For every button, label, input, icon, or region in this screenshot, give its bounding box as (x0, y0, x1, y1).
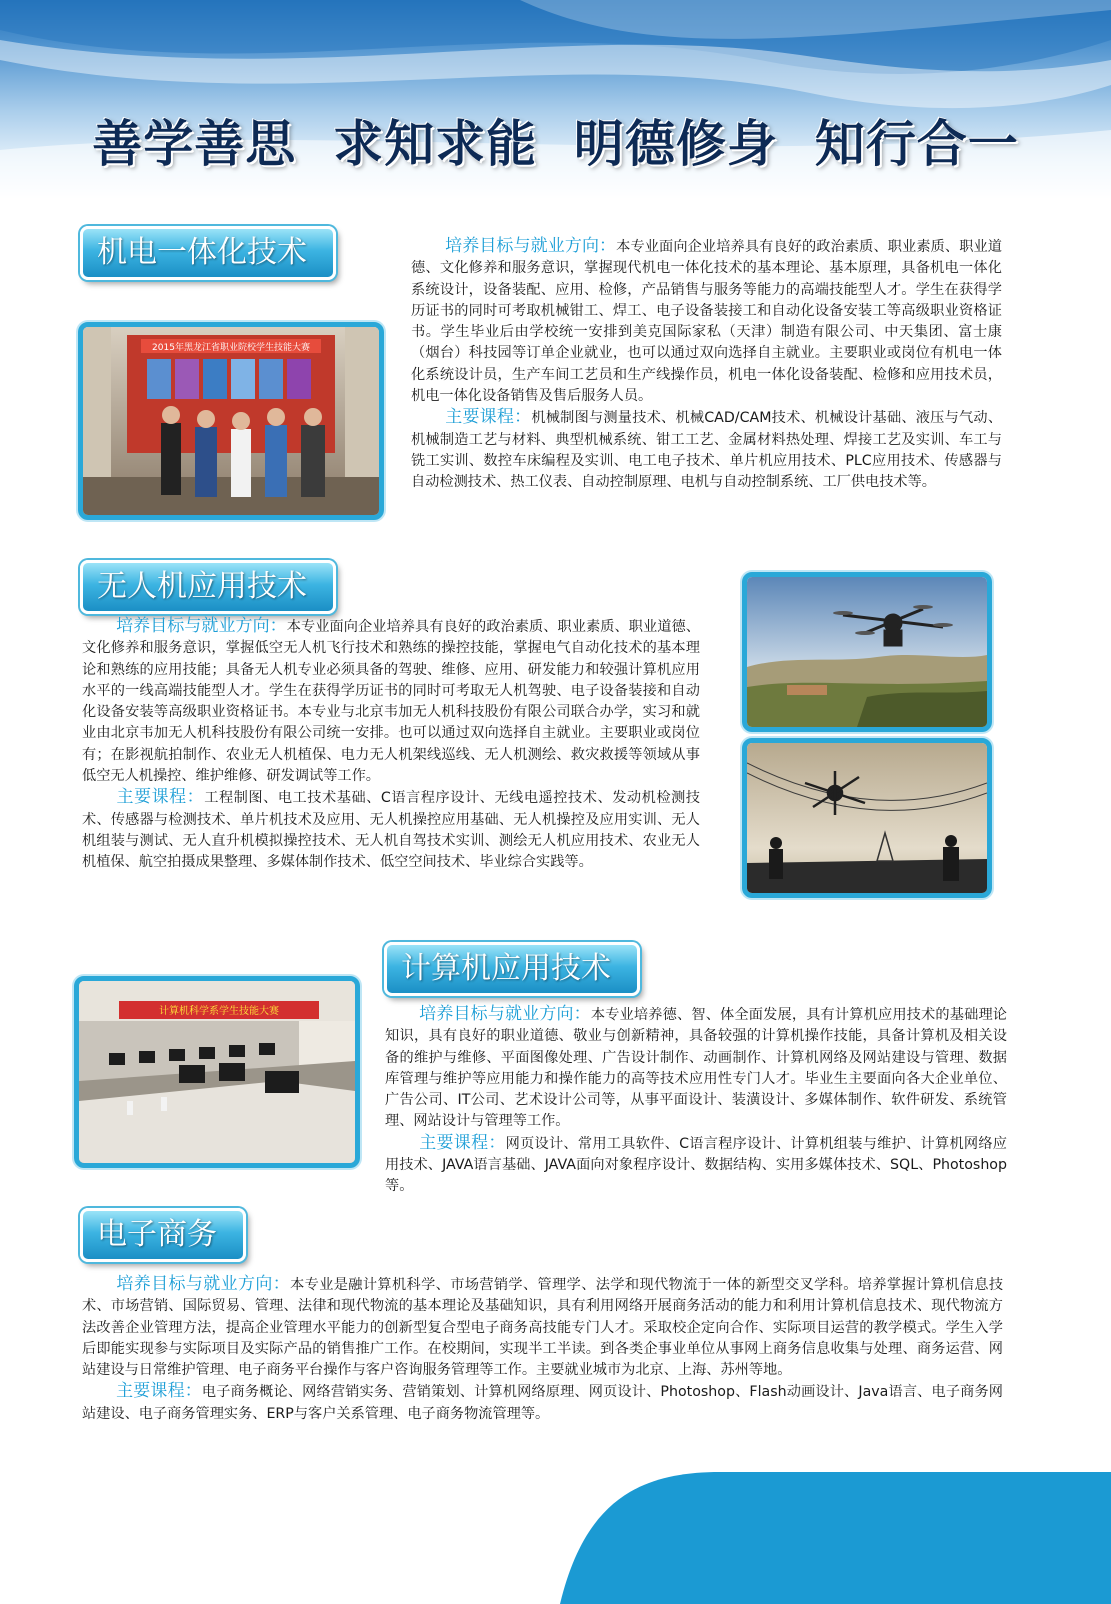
goal-label: 培养目标与就业方向： (445, 236, 617, 256)
course-label: 主要课程： (445, 407, 532, 428)
footer-wave-graphic (0, 1460, 1111, 1604)
photo-drone-powerline (742, 738, 992, 898)
drone-description (82, 616, 700, 874)
goal-text: 本专业是融计算机科学、市场营销学、管理学、法学和现代物流于一体的新型交叉学科。培养掌握计算机信息技术、市场营销、国际贸易、管理、法律和现代物流的基本理论及基础知识，具有利用网络开展商务活动的能力和利用计算机信息技术、现代物流方法改善企业管理方法，提高企业管理水平能力的创新型复合型电子商务高技能专门人才。采取校企定向合作、实际项目运营的教学模式。学生入学后即能实现参与实际项目及实际产品的销售推广工作。在校期间，实现半工半读。到各类企事业单位从事网上商务信息收集与处理、商务运营、网站建设与日常维护管理、电子商务平台操作与客户咨询服务管理等工作。主要就业城市为北京、上海、苏州等地。 (82, 1277, 1004, 1379)
section-title-mechatronics: 机电一体化技术 (80, 226, 336, 280)
course-label: 主要课程： (116, 787, 205, 808)
goal-label: 培养目标与就业方向： (116, 616, 287, 636)
lab-banner-text: 计算机科学系学生技能大赛 (159, 1006, 279, 1017)
photo-mechatronics-students (78, 322, 384, 520)
ecommerce-description (82, 1274, 1003, 1425)
goal-text: 本专业面向企业培养具有良好的政治素质、职业素质、职业道德、文化修养和服务意识，掌握现代机电一体化技术的基本理论、基本原理，具备机电一体化系统设计，设备装配、应用、检修，产品销售与服务等能力的高端技能型人才。学生在获得学历证书的同时可考取机械钳工、焊工、电子设备装接工和自动化设备安装工等高级职业资格证书。学生毕业后由学校统一安排到美克国际家私（天津）制造有限公司、中天集团、富士康（烟台）科技园等订单企业就业，也可以通过双向选择自主就业。主要职业或岗位有机电一体化系统设计员，生产车间工艺员和生产线操作员，机电一体化设备装配、检修和应用技术员，机电一体化设备销售及售后服务人员。 (411, 239, 1002, 405)
course-label: 主要课程： (419, 1132, 506, 1153)
section-title-ecommerce: 电子商务 (80, 1208, 246, 1262)
section-title-computer: 计算机应用技术 (384, 942, 640, 996)
photo-banner-text: 2015年黑龙江省职业院校学生技能大赛 (152, 343, 310, 353)
slogan-heading: 善学善思 求知求能 明德修身 知行合一 (92, 114, 1019, 173)
course-label: 主要课程： (116, 1381, 202, 1402)
computer-lab-image (79, 981, 355, 1163)
students-photo-image (83, 327, 379, 515)
course-text: 机械制图与测量技术、机械CAD/CAM技术、机械设计基础、液压与气动、机械制造工艺与材料、典型机械系统、钳工工艺、金属材料热处理、焊接工艺及实训、车工与铣工实训、数控车床编程及实训、电工电子技术、单片机应用技术、PLC应用技术、传感器与自动检测技术、热工仪表、自动控制原理、电机与自动控制系统、工厂供电技术等。 (411, 410, 1003, 491)
mechatronics-description (411, 236, 1002, 494)
goal-text: 本专业面向企业培养具有良好的政治素质、职业素质、职业道德、文化修养和服务意识，掌握低空无人机飞行技术和熟练的操控技能，掌握电气自动化技术的基本理论和熟练的应用技能；具备无人机专业必须具备的驾驶、维修、应用、研发能力和较强计算机应用水平的一线高端技能型人才。学生在获得学历证书的同时可考取无人机驾驶、电子设备装接和自动化设备安装等高级职业资格证书。本专业与北京韦加无人机科技股份有限公司联合办学，实习和就业由北京韦加无人机科技股份有限公司统一安排。也可以通过双向选择自主就业。主要职业或岗位有；在影视航拍制作、农业无人机植保、电力无人机架线巡线、无人机测绘、救灾救援等领域从事低空无人机操控、维护维修、研发调试等工作。 (82, 619, 700, 785)
course-text: 工程制图、电工技术基础、C语言程序设计、无线电遥控技术、发动机检测技术、传感器与检测技术、单片机技术及应用、无人机操控应用基础、无人机操控及应用实训、无人机组装与测试、无人直升机模拟操控技术、无人机自驾技术实训、测绘无人机应用技术、农业无人机植保、航空拍摄成果整理、多媒体制作技术、低空空间技术、毕业综合实践等。 (82, 790, 700, 871)
section-title-drone: 无人机应用技术 (80, 560, 336, 614)
computer-description (385, 1004, 1007, 1198)
course-text: 电子商务概论、网络营销实务、营销策划、计算机网络原理、网页设计、Photoshop、Flash动画设计、Java语言、电子商务网站建设、电子商务管理实务、ERP与客户关系管理、电子商务物流管理等。 (82, 1384, 1003, 1422)
photo-drone-landscape (742, 572, 992, 732)
drone-powerline-image (747, 743, 987, 893)
goal-text: 本专业培养德、智、体全面发展，具有计算机应用技术的基础理论知识，具有良好的职业道德、敬业与创新精神，具备较强的计算机操作技能，具备计算机及相关设备的维护与维修、平面图像处理、广告设计制作、动画制作、计算机网络及网站建设与管理、数据库管理与维护等应用能力和操作能力的高等技术应用性专门人才。毕业生主要面向各大企业单位、广告公司、IT公司、艺术设计公司等，从事平面设计、装潢设计、多媒体制作、软件研发、系统管理、网站设计与管理等工作。 (385, 1007, 1007, 1130)
goal-label: 培养目标与就业方向： (419, 1004, 591, 1024)
goal-label: 培养目标与就业方向： (116, 1274, 291, 1294)
drone-landscape-image (747, 577, 987, 727)
photo-computer-lab (74, 976, 360, 1168)
header-banner (0, 0, 1111, 200)
course-text: 网页设计、常用工具软件、C语言程序设计、计算机组装与维护、计算机网络应用技术、JAVA语言基础、JAVA面向对象程序设计、数据结构、实用多媒体技术、SQL、Photoshop等。 (385, 1135, 1007, 1195)
